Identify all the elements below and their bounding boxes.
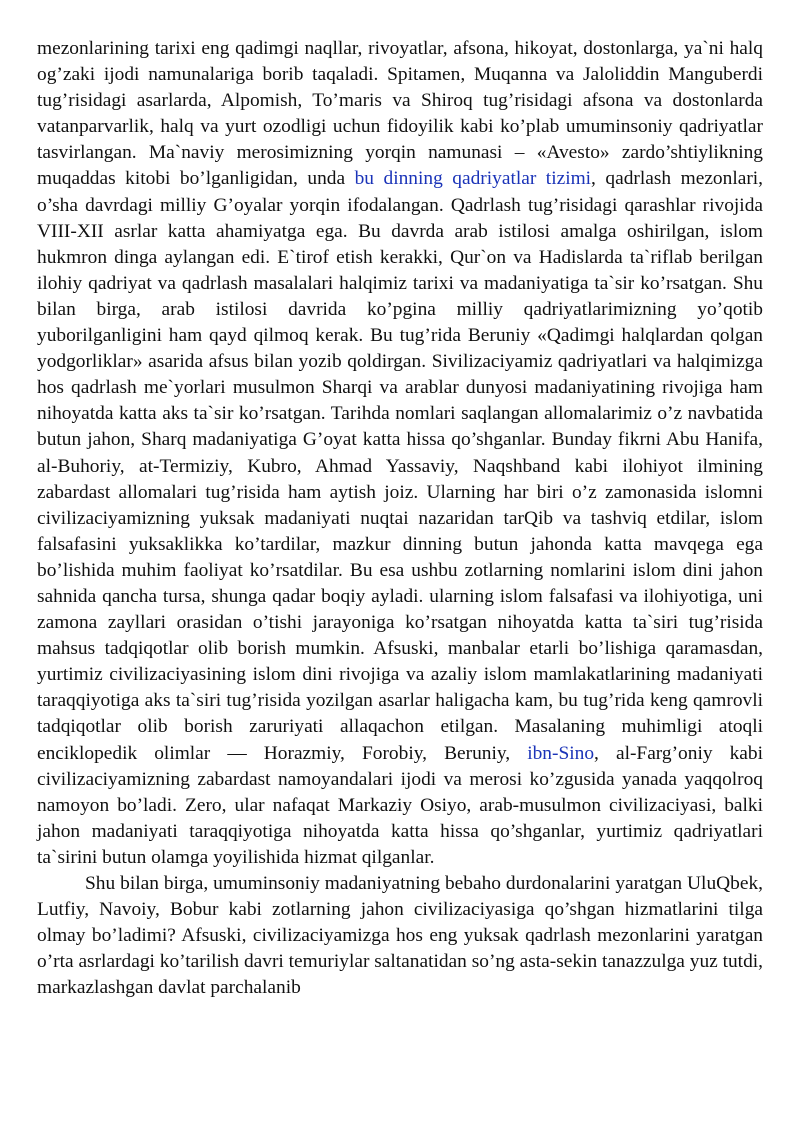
paragraph-1-text-2: , qadrlash mezonlari, o’sha davrdagi milliy G’oyalar yorqin ifodalangan. Qadrlash tug’risidagi qarashlar rivojida VIII-XII asrlar katta ahamiyatga ega. Bu davrda arab istilosi amalga oshirilgan, islom hukmron dinga aylangan edi. E`tirof etish kerakki, Qur`on va Hadislarda ta`riflab berilgan ilohiy qadriyat va qadrlash masalalari halqimiz tarixi va madaniyatiga ta`sir ko’rsatgan. Shu bilan birga, arab istilosi davrida ko’pgina milliy qadriyatlarimizning yo’qotib yuborilganligini ham qayd qilmoq kerak. Bu tug’rida Beruniy «Qadimgi halqlardan qolgan yodgorliklar» asarida afsus bilan yozib qoldirgan. Sivilizaciyamiz qadriyatlari va halqimizga hos qadrlash me`yorlari musulmon Sharqi va arablar dunyosi madaniyatining rivojiga ham nihoyatda katta aks ta`sir ko’rsatgan. Tarihda nomlari saqlangan allomalarimiz o’z navbatida butun jahon, Sharq madaniyatiga G’oyat katta hissa qo’shganlar. Bunday fikrni Abu Hanifa, al-Buhoriy, at-Termiziy, Kubro, Ahmad Yassaviy, Naqshband kabi ilohiyot ilmining zabardast allomalari tug’risida ham aytish joiz. Ularning har biri o’z zamonasida islomni civilizaciyamizning yuksak madaniyati nuqtai nazaridan tarQib va tashviq etdilar, islom falsafasini yuksaklikka ko’tardilar, mazkur dinning butun jahonda katta mavqega ega bo’lishida muhim faoliyat ko’rsatdilar. Bu esa ushbu zotlarning nomlarini islom dini jahon sahnida qancha tursa, shunga qadar boqiy ayladi. ularning islom falsafasi va ilohiyotiga, uni zamona zayllari orasidan o’tishi jarayoniga ko’rsatgan nihoyatda katta ta`siri tug’risida mahsus tadqiqotlar olib borish mumkin. Afsuski, manbalar etarli bo’lishiga qaramasdan, yurtimiz civilizaciyasining islom dini rivojiga va azaliy islom mamlakatlarining madaniyati taraqqiyotiga aks ta`siri tug’risida yozilgan asarlar haligacha kam, bu tug’rida keng qamrovli tadqiqotlar olib borish zaruriyati allaqachon etilgan. Masalaning muhimligi atoqli enciklopedik olimlar — Horazmiy, Forobiy, Beruniy,	[37, 168, 764, 764]
paragraph-2-text-1: Shu bilan birga, umuminsoniy madaniyatning bebaho durdonalarini yaratgan UluQbek, Lutfiy, Navoiy, Bobur kabi zotlarning jahon civilizaciyasiga qo’shgan hizmatlarini tilga olmay bo’ladimi? Afsuski, civilizaciyamizga hos eng yuksak qadrlash mezonlarini yaratgan o’rta asrlardagi ko’tarilish davri temuriylar saltanatidan so’ng asta-sekin tanazzulga yuz tutdi, markazlashgan davlat parchalanib	[37, 873, 764, 999]
paragraph-1-text-3: , al-Farg’oniy kabi civilizaciyamizning zabardast namoyandalari ijodi va merosi ko’zgusida yanada yaqqolroq namoyon bo’ladi. Zero, ular nafaqat Markaziy Osiyo, arab-musulmon civilizaciyasi, balki jahon madaniyati taraqqiyotiga nihoyatda katta hissa qo’shganlar, yurtimiz qadriyatlari ta`sirini butun olamga yoyilishida hizmat qilganlar.	[37, 742, 763, 868]
paragraph-2	[37, 871, 763, 1001]
link-ibn-sino[interactable]: ibn-Sino	[527, 742, 595, 764]
paragraph-1	[37, 36, 763, 871]
paragraph-1-text-1: mezonlarining tarixi eng qadimgi naqllar, rivoyatlar, afsona, hikoyat, dostonlarga, ya`ni halq og’zaki ijodi namunalariga borib taqaladi. Spitamen, Muqanna va Jaloliddin Manguberdi tug’risidagi asarlarda, Alpomish, To’maris va Shiroq tug’risidagi afsona va dostonlarda vatanparvarlik, halq va yurt ozodligi uchun fidoyilik kabi ko’plab umuminsoniy qadriyatlar tasvirlangan. Ma`naviy merosimizning yorqin namunasi – «Avesto» zardo’shtiylikning muqaddas kitobi bo’lganligidan, unda	[37, 38, 763, 190]
document-page	[37, 36, 763, 1001]
link-bu-dinning-qadriyatlar-tizimi[interactable]: bu dinning qadriyatlar tizimi	[354, 168, 592, 190]
